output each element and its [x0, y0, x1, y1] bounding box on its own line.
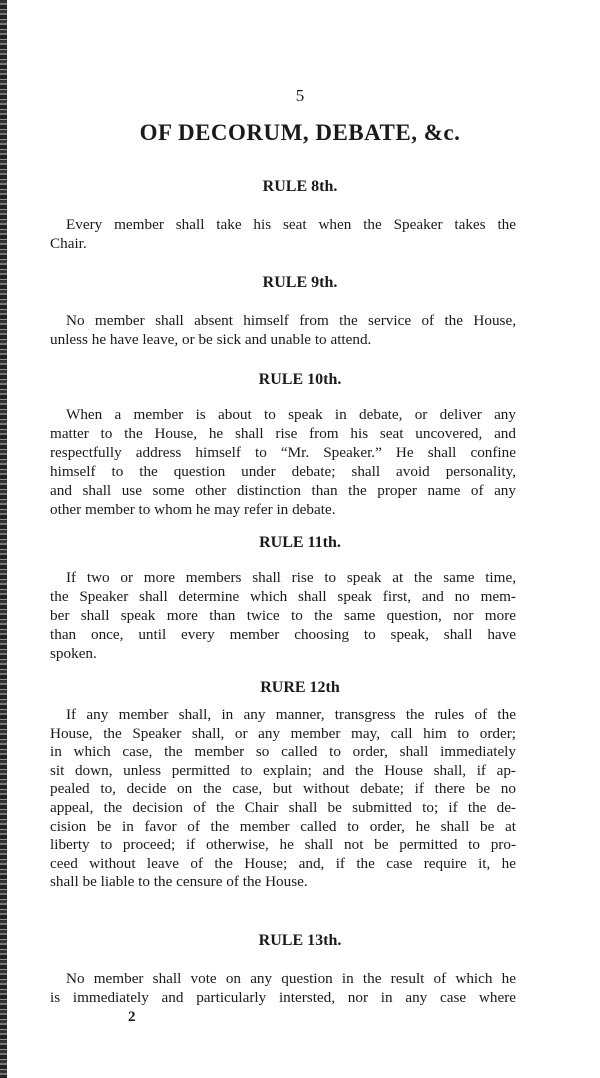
rule-heading: RULE 11th. [259, 534, 341, 551]
page-title: OF DECORUM, DEBATE, &c. [139, 120, 461, 145]
text-line: If any member shall, in any manner, transgress the rules of the [66, 706, 516, 723]
rule-paragraph [50, 311, 516, 349]
text-line: pealed to, decide on the case, but without debate; if there be no [50, 780, 516, 798]
rule-paragraph [50, 215, 516, 253]
text-line: than once, until every member choosing to speak, shall have [50, 626, 516, 643]
rule-heading: RURE 12th [260, 679, 340, 696]
text-line: House, the Speaker shall, or any member may, call him to order; [50, 724, 516, 742]
signature-mark: 2 [128, 1009, 136, 1025]
text-line: himself to the question under debate; shall avoid personality, [50, 463, 516, 480]
text-line: Chair. [50, 235, 87, 252]
text-line: ber shall speak more than twice to the same question, nor more [50, 607, 516, 624]
rule-paragraph [50, 568, 516, 663]
text-line: Every member shall take his seat when the Speaker takes the [66, 216, 516, 233]
rule-heading: RULE 13th. [258, 932, 342, 949]
rule-paragraph [50, 706, 516, 892]
text-line: in which case, the member so called to order, shall immediately [50, 743, 516, 761]
text-line: shall be liable to the censure of the House. [50, 873, 308, 891]
text-line: the Speaker shall determine which shall speak first, and no mem- [50, 588, 516, 605]
text-line: No member shall vote on any question in the result of which he [66, 970, 516, 987]
text-line: other member to whom he may refer in debate. [50, 501, 336, 518]
text-line: liberty to proceed; if otherwise, he shall not be permitted to pro- [50, 836, 516, 854]
text-line: ceed without leave of the House; and, if the case require it, he [50, 854, 516, 872]
text-line: If two or more members shall rise to speak at the same time, [66, 569, 516, 586]
text-line: spoken. [50, 645, 97, 662]
text-line: sit down, unless permitted to explain; and the House shall, if ap- [50, 761, 516, 779]
text-line: When a member is about to speak in debate, or deliver any [66, 406, 516, 423]
text-line: respectfully address himself to “Mr. Speaker.” He shall confine [50, 444, 516, 461]
text-line: is immediately and particularly intersted, nor in any case where [50, 989, 516, 1006]
rule-heading: RULE 10th. [258, 371, 342, 388]
text-line: appeal, the decision of the Chair shall be submitted to; if the de- [50, 798, 516, 816]
rule-heading: RULE 9th. [262, 274, 338, 291]
text-line: unless he have leave, or be sick and unable to attend. [50, 331, 372, 348]
rule-paragraph [50, 405, 516, 519]
text-line: matter to the House, he shall rise from his seat uncovered, and [50, 425, 516, 442]
page-number: 5 [295, 86, 305, 105]
text-line: No member shall absent himself from the service of the House, [66, 312, 516, 329]
text-line: and shall use some other distinction than the proper name of any [50, 482, 516, 499]
text-line: cision be in favor of the member called to order, he shall be at [50, 817, 516, 835]
rule-heading: RULE 8th. [262, 178, 338, 195]
rule-paragraph [50, 969, 516, 1007]
